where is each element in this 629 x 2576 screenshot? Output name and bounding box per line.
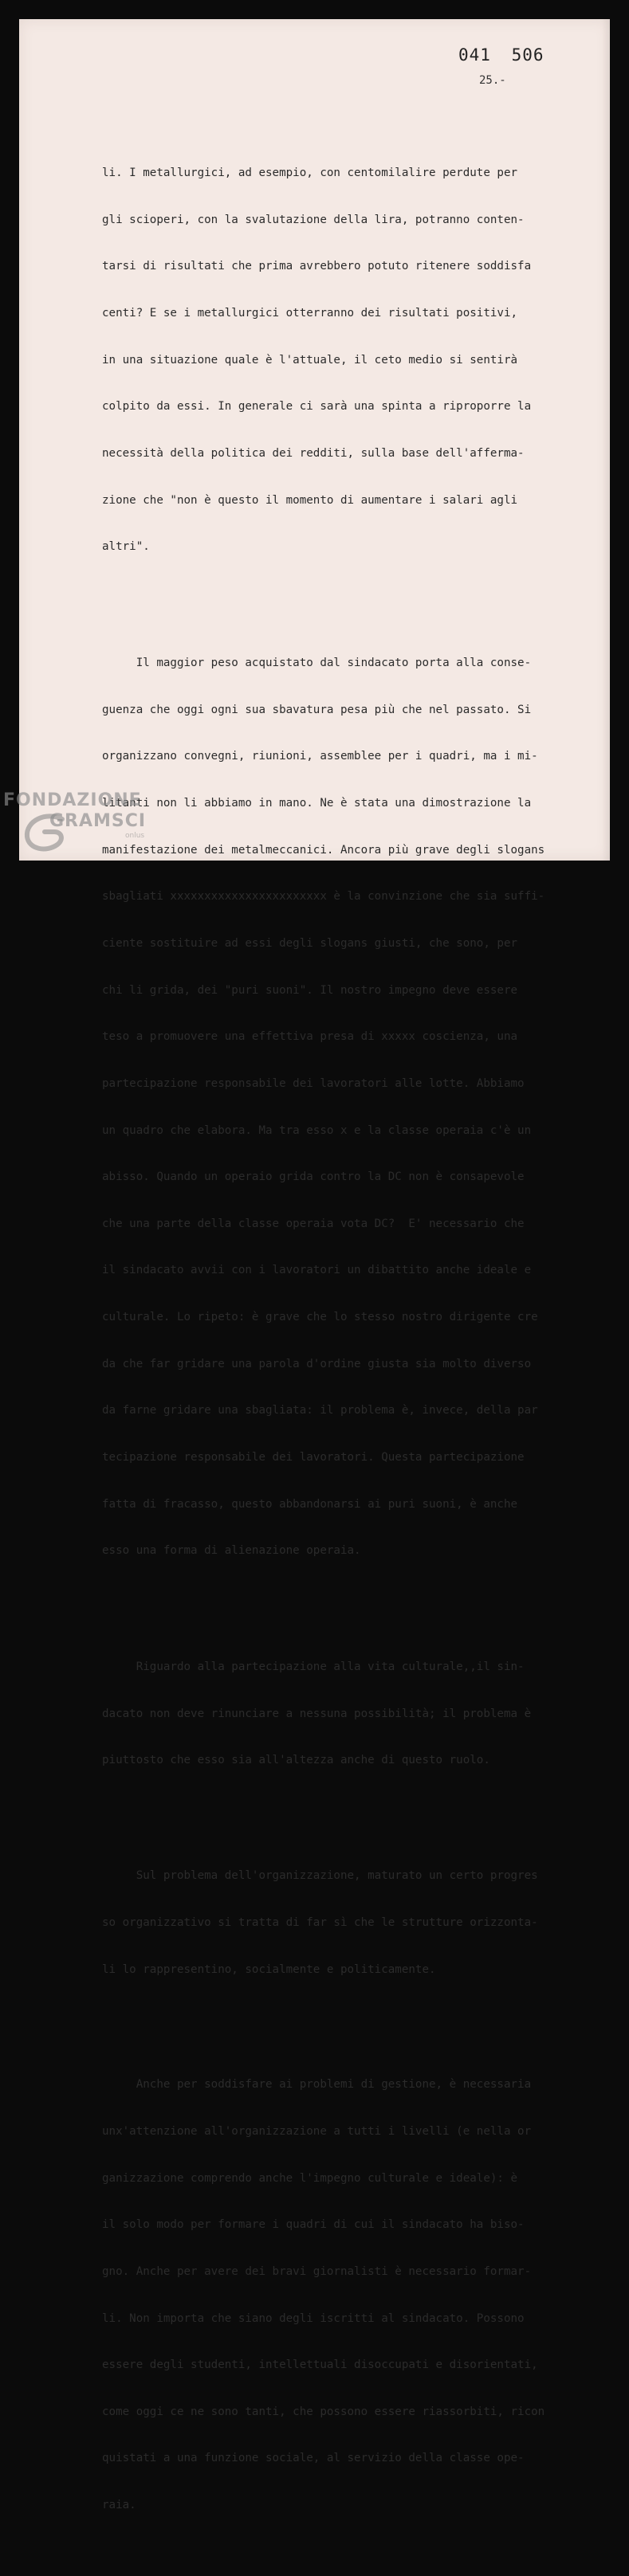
text-line: litanti non li abbiamo in mano. Ne è stata una dimostrazione la <box>102 797 532 810</box>
text-line: il sindacato avvii con i lavoratori un dibattito anche ideale e <box>102 1264 532 1277</box>
text-line: raia. <box>102 2499 136 2512</box>
text-line: da farne gridare una sbagliata: il problema è, invece, della par <box>102 1404 538 1417</box>
text-line: quistati a una funzione sociale, al servizio della classe ope- <box>102 2452 525 2465</box>
text-line: Riguardo alla partecipazione alla vita culturale,,il sin- <box>102 1660 525 1674</box>
text-line: guenza che oggi ogni sua sbavatura pesa più che nel passato. Si <box>102 703 532 716</box>
text-line: manifestazione dei metalmeccanici. Ancora più grave degli slogans <box>102 843 545 857</box>
document-page <box>19 19 610 2512</box>
text-line: il solo modo per formare i quadri di cui il sindacato ha biso- <box>102 2218 525 2232</box>
text-line: tecipazione responsabile dei lavoratori. Questa partecipazione <box>102 1451 525 1464</box>
text-line: li. Non importa che siano degli iscritti al sindacato. Possono <box>102 2311 525 2325</box>
paragraph-3 <box>102 1629 612 1800</box>
text-line: colpito da essi. In generale ci sarà una spinta a riproporre la <box>102 400 532 414</box>
text-line: Il maggior peso acquistato dal sindacato porta alla conse- <box>102 657 532 670</box>
text-line: partecipazione responsabile dei lavoratori alle lotte. Abbiamo <box>102 1076 525 1090</box>
text-line: Sul problema dell'organizzazione, maturato un certo progres <box>102 1869 538 1883</box>
text-line: esso una forma di alienazione operaia. <box>102 1544 361 1558</box>
watermark-line2: GRAMSCI <box>49 811 147 831</box>
text-line: abisso. Quando un operaio grida contro la DC non è consapevole <box>102 1170 525 1184</box>
text-line: piuttosto che esso sia all'altezza anche di questo ruolo. <box>102 1754 490 1767</box>
text-line: gno. Anche per avere dei bravi giornalisti è necessario formar- <box>102 2264 532 2278</box>
paragraph-2 <box>102 625 612 1590</box>
text-line: zione che "non è questo il momento di aumentare i salari agli <box>102 493 518 507</box>
text-line: essere degli studenti, intellettuali disoccupati e disorientati, <box>102 2358 538 2372</box>
text-line: ciente sostituire ad essi degli slogans giusti, che sono, per <box>102 936 518 950</box>
text-line: teso a promuovere una effettiva presa di xxxxx coscienza, una <box>102 1030 518 1044</box>
text-line: so organizzativo si tratta di far sì che le strutture orizzonta- <box>102 1915 538 1929</box>
text-line: tarsi di risultati che prima avrebbero potuto ritenere soddisfa <box>102 260 532 273</box>
page-number: 25.- <box>479 74 506 87</box>
text-line: in una situazione quale è l'attuale, il ceto medio si sentirà <box>102 353 518 367</box>
text-line: li. I metallurgici, ad esempio, con centomilalire perdute per <box>102 167 518 180</box>
text-line: unx'attenzione all'organizzazione a tutti i livelli (e nella or <box>102 2125 532 2138</box>
paragraph-5 <box>102 2046 612 2545</box>
fondazione-gramsci-watermark <box>0 789 175 861</box>
text-line: dacato non deve rinunciare a nessuna possibilità; il problema è <box>102 1707 532 1720</box>
text-line: chi li grida, dei "puri suoni". Il nostro impegno deve essere <box>102 983 518 997</box>
text-line: necessità della politica dei redditi, sulla base dell'afferma- <box>102 447 525 461</box>
text-line: Anche per soddisfare ai problemi di gestione, è necessaria <box>102 2078 532 2092</box>
text-line: li lo rappresentino, socialmente e politicamente. <box>102 1962 436 1976</box>
typewritten-text <box>102 104 612 2576</box>
text-line: che una parte della classe operaia vota DC? E' necessario che <box>102 1217 525 1230</box>
text-line: da che far gridare una parola d'ordine giusta sia molto diverso <box>102 1357 532 1370</box>
text-line: come oggi ce ne sono tanti, che possono essere riassorbiti, ricon <box>102 2405 545 2418</box>
text-line: centi? E se i metallurgici otterranno dei risultati positivi, <box>102 307 518 320</box>
watermark-line1: FONDAZIONE <box>3 790 142 810</box>
text-line: sbagliati xxxxxxxxxxxxxxxxxxxxxxx è la convinzione che sia suffi- <box>102 890 545 904</box>
text-line: gli scioperi, con la svalutazione della lira, potranno conten- <box>102 213 525 226</box>
paragraph-1 <box>102 135 612 586</box>
paragraph-4 <box>102 1837 612 2009</box>
watermark-faint-text: onlus <box>125 832 145 840</box>
text-line: culturale. Lo ripeto: è grave che lo stesso nostro dirigente cre <box>102 1311 538 1324</box>
text-line: altri". <box>102 540 150 554</box>
text-line: un quadro che elabora. Ma tra esso x e la classe operaia c'è un <box>102 1123 532 1137</box>
text-line: fatta di fracasso, questo abbandonarsi ai puri suoni, è anche <box>102 1497 518 1511</box>
text-line: ganizzazione comprendo anche l'impegno culturale e ideale): è <box>102 2171 518 2185</box>
text-line: organizzano convegni, riunioni, assemblee per i quadri, ma i mi- <box>102 750 538 763</box>
archive-number: 041 506 <box>458 45 544 65</box>
